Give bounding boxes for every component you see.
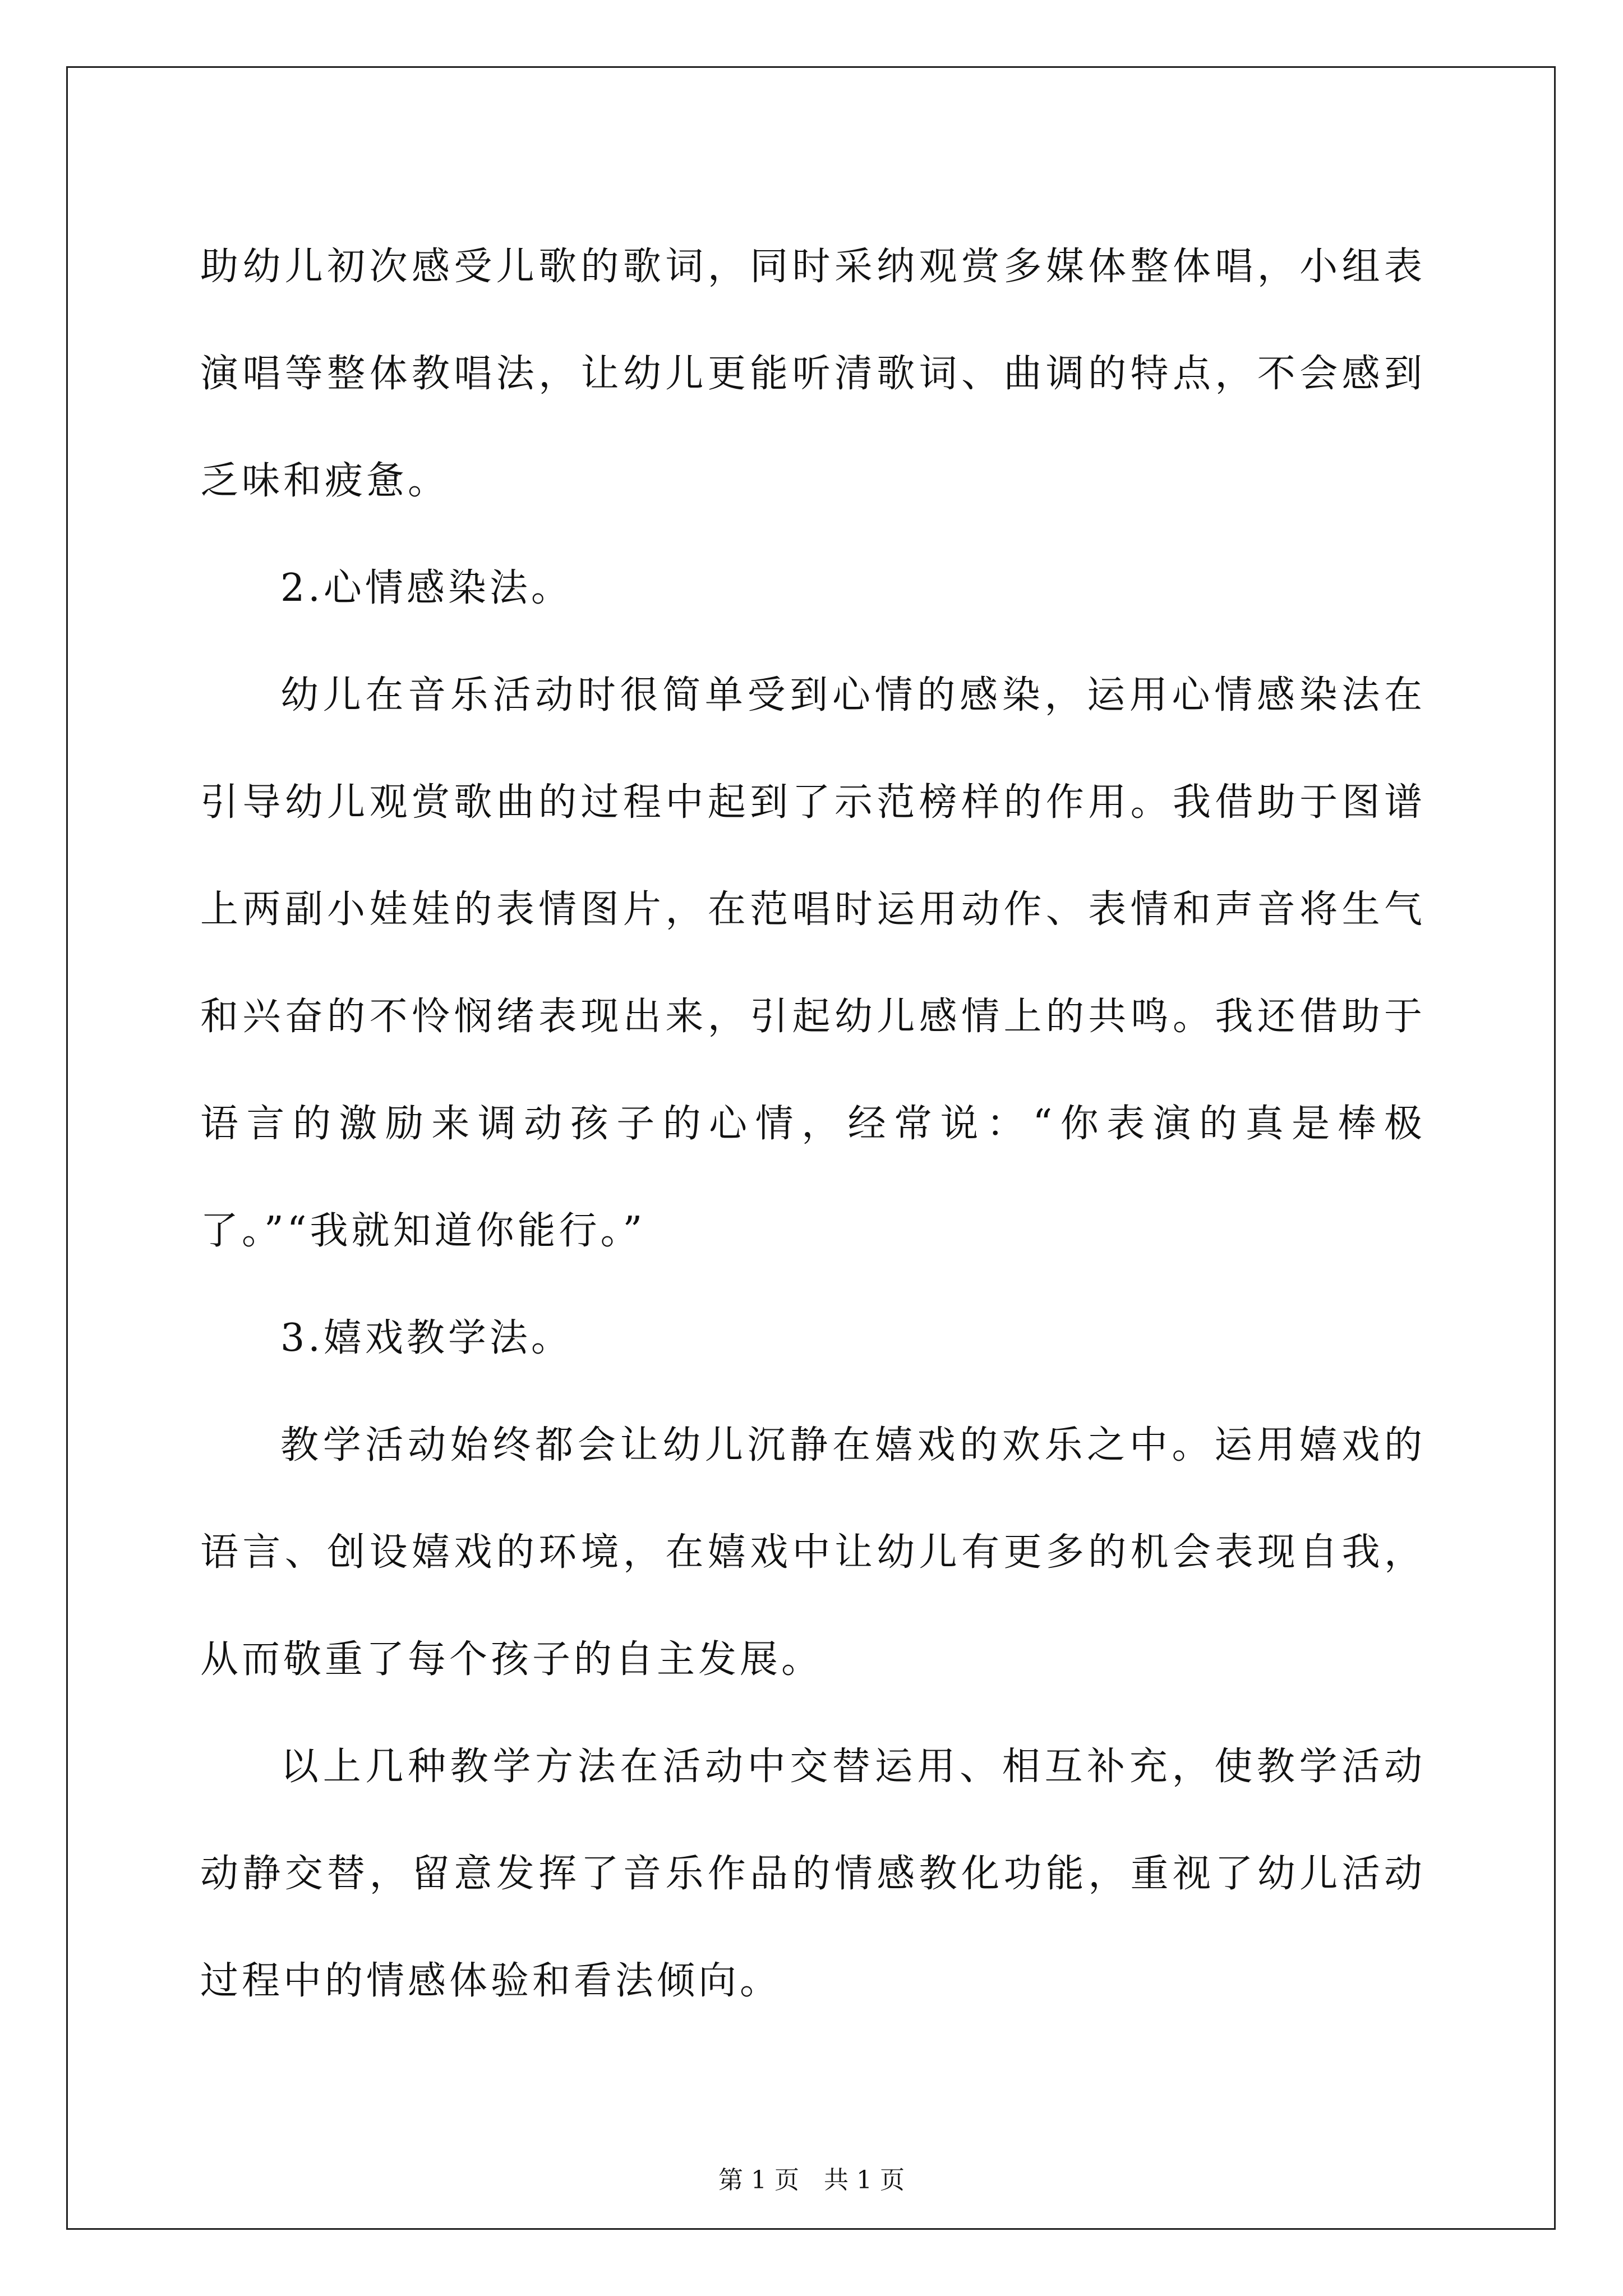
- document-body: [200, 213, 1426, 2035]
- heading-game-method: 3.嬉戏教学法。: [280, 1316, 573, 1360]
- page-footer: 第 1 页 共 1 页: [718, 2166, 905, 2194]
- heading-emotion-method: 2.心情感染法。: [280, 566, 573, 610]
- paragraph-1: 助幼儿初次感受儿歌的歌词，同时采纳观赏多媒体整体唱，小组表演唱等整体教唱法，让幼儿更能听清歌词、曲调的特点，不会感到乏味和疲惫。: [200, 245, 1426, 503]
- paragraph-2: 幼儿在音乐活动时很简单受到心情的感染，运用心情感染法在引导幼儿观赏歌曲的过程中起到了示范榜样的作用。我借助于图谱上两副小娃娃的表情图片，在范唱时运用动作、表情和声音将生气和兴奋的不怜悯绪表现出来，引起幼儿感情上的共鸣。我还借助于语言的激励来调动孩子的心情，经常说：“你表演的真是棒极了。”“我就知道你能行。”: [200, 673, 1426, 1253]
- paragraph-3: 教学活动始终都会让幼儿沉静在嬉戏的欢乐之中。运用嬉戏的语言、创设嬉戏的环境，在嬉戏中让幼儿有更多的机会表现自我，从而敬重了每个孩子的自主发展。: [200, 1423, 1426, 1682]
- paragraph-4: 以上几种教学方法在活动中交替运用、相互补充，使教学活动动静交替，留意发挥了音乐作品的情感教化功能，重视了幼儿活动过程中的情感体验和看法倾向。: [200, 1745, 1426, 2003]
